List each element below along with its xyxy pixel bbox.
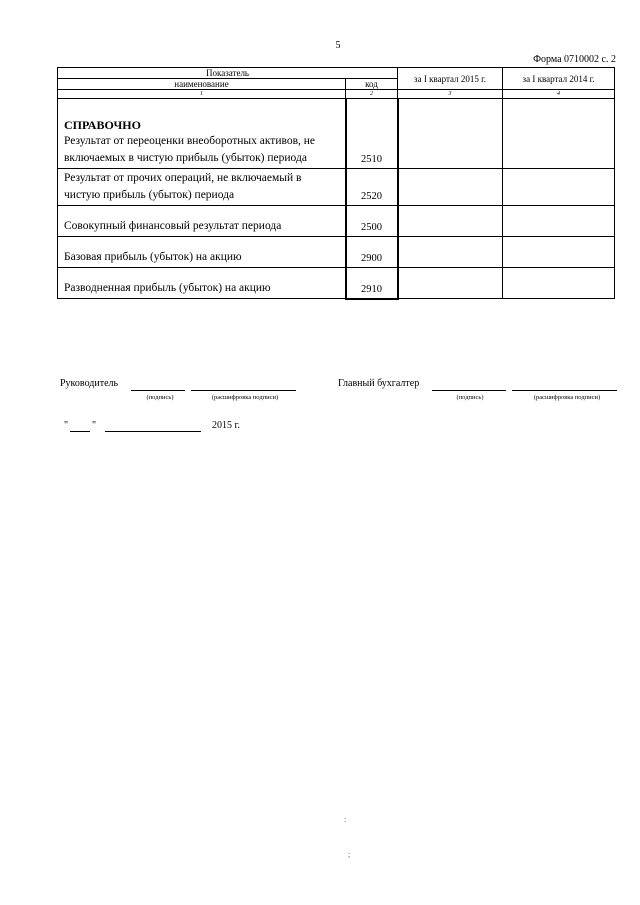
form-code: Форма 0710002 с. 2 [533, 54, 616, 65]
row-current-value [398, 99, 503, 169]
row-current-value [398, 268, 503, 299]
row-code: 2500 [346, 206, 398, 237]
header-current-period: за I квартал 2015 г. [398, 68, 503, 90]
date-month-line [105, 430, 201, 432]
row-name: Разводненная прибыль (убыток) на акцию [58, 268, 346, 299]
scan-mark: ; [348, 850, 351, 859]
row-name-cell [58, 99, 346, 169]
row-current-value [398, 169, 503, 206]
column-number: 3 [398, 90, 503, 99]
table-row [58, 99, 615, 169]
column-number-row [58, 90, 615, 99]
row-name: Базовая прибыль (убыток) на акцию [58, 237, 346, 268]
chief-accountant-signature-line [432, 389, 506, 391]
date-day-line [70, 430, 90, 432]
header-row-top [58, 68, 615, 79]
header-indicator: Показатель [58, 68, 398, 79]
row-name: Совокупный финансовый результат периода [58, 206, 346, 237]
chief-accountant-decode-caption: (расшифровка подписи) [533, 394, 601, 401]
table-row [58, 169, 615, 206]
row-code: 2910 [346, 268, 398, 299]
head-signature-caption: (подпись) [146, 394, 174, 401]
column-number: 1 [58, 90, 346, 99]
page-number: 5 [335, 40, 341, 51]
row-name: Результат от прочих операций, не включаемый в чистую прибыль (убыток) периода [58, 169, 346, 206]
row-name: Результат от переоценки внеоборотных активов, не включаемых в чистую прибыль (убыток) периода [64, 135, 316, 164]
row-previous-value [503, 99, 615, 169]
column-number: 4 [503, 90, 615, 99]
header-name: наименование [58, 79, 346, 90]
table-row [58, 268, 615, 299]
row-code: 2520 [346, 169, 398, 206]
head-decode-line [191, 389, 296, 391]
table-row [58, 237, 615, 268]
row-code: 2510 [346, 99, 398, 169]
row-previous-value [503, 268, 615, 299]
row-previous-value [503, 237, 615, 268]
date-year: 2015 г. [212, 420, 240, 431]
header-code: код [346, 79, 398, 90]
head-label: Руководитель [60, 378, 119, 389]
chief-accountant-signature-caption: (подпись) [456, 394, 484, 401]
chief-accountant-label: Главный бухгалтер [338, 378, 420, 389]
date-close-quote: " [92, 420, 97, 431]
date-open-quote: " [64, 420, 69, 431]
table-row [58, 206, 615, 237]
section-title: СПРАВОЧНО [64, 118, 141, 132]
head-decode-caption: (расшифровка подписи) [211, 394, 279, 401]
row-current-value [398, 237, 503, 268]
chief-accountant-decode-line [512, 389, 617, 391]
column-number: 2 [346, 90, 398, 99]
head-signature-line [131, 389, 185, 391]
row-current-value [398, 206, 503, 237]
report-table [57, 67, 615, 300]
row-code: 2900 [346, 237, 398, 268]
row-previous-value [503, 206, 615, 237]
scan-mark: : [344, 815, 347, 824]
header-previous-period: за I квартал 2014 г. [503, 68, 615, 90]
row-previous-value [503, 169, 615, 206]
